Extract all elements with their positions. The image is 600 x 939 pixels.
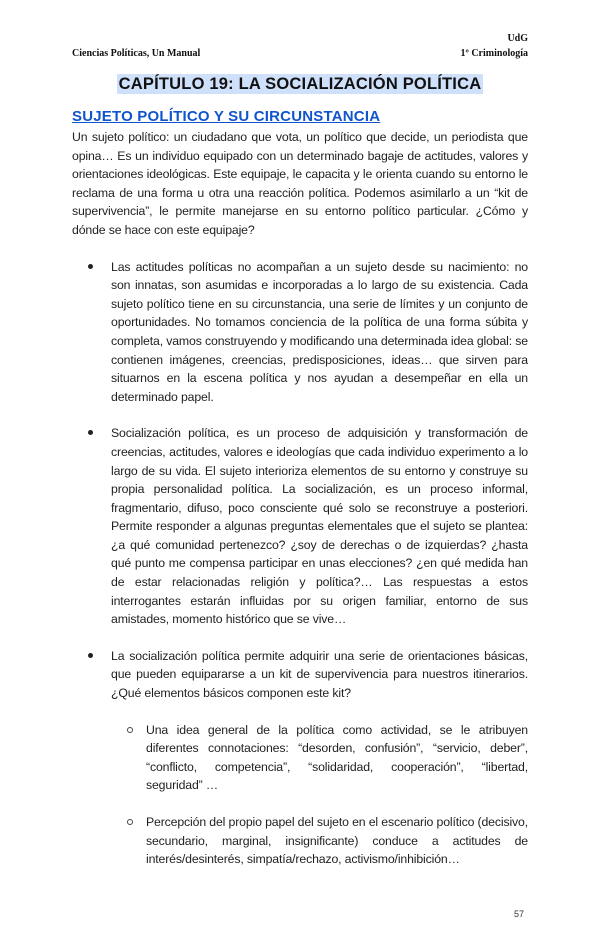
bullet-item: Socialización política, es un proceso de adquisición y transformación de creencias, actitudes, valores e ideologías que cada individuo experimento a lo largo de su vida. El sujeto interioriza elementos de su entorno y construye su propia personalidad política. La socialización, es un proceso informal, fragmentario, difuso, poco consciente qué solo se reconstruye a posteriori. Permite responder a algunas preguntas elementales que el sujeto se plantea: ¿a qué comunidad pertenezco? ¿soy de derechas o de izquierdas? ¿hasta qué punto me compensa participar en unas elecciones? ¿en qué medida han de estar relacionadas religión y política?… Las respuestas a estos interrogantes estarán influidas por su origen familiar, entorno de sus amistades, momento histórico que se vive… (111, 426, 528, 627)
header-right-institution: UdG (507, 33, 528, 44)
sub-bullet-item: Percepción del propio papel del sujeto en el escenario político (decisivo, secundario, marginal, insignificante) conduce a actitudes de interés/desinterés, simpatía/rechazo, activismo/inhibición… (146, 815, 528, 867)
bullet-list-item (111, 258, 528, 407)
sub-bullet-list-item (146, 721, 528, 795)
bullet-icon (88, 653, 93, 658)
page-number: 57 (513, 908, 524, 919)
header-right-course: 1º Criminología (460, 48, 528, 59)
chapter-title (72, 75, 528, 94)
bullet-list-item (111, 424, 528, 629)
sub-bullet-item: Una idea general de la política como actividad, se le atribuyen diferentes connotaciones: “desorden, confusión”, “servicio, deber”, “conflicto, competencia”, “solidaridad, cooperación”, “libertad, seguridad” … (146, 722, 528, 793)
bullet-list-item (111, 647, 528, 703)
bullet-item: Las actitudes políticas no acompañan a un sujeto desde su nacimiento: no son innatas, son asumidas e incorporadas a lo largo de su existencia. Cada sujeto político tiene en su circunstancia, una serie de límites y un conjunto de oportunidades. No tomamos conciencia de la política de una forma súbita y completa, vamos construyendo y modificando una determinada idea global: se contienen imágenes, creencias, predisposiciones, ideas… que sirven para situarnos en la escena política y nos ayudan a desempeñar en ella un determinado papel. (111, 259, 528, 404)
intro-paragraph: Un sujeto político: un ciudadano que vota, un político que decide, un periodista que opina… Es un individuo equipado con un determinado bagaje de actitudes, valores y orientaciones ideológicas. Este equipaje, le capacita y le orienta cuando su entorno le reclama de una forma u otra una reacción política. Podemos asimilarlo a un “kit de supervivencia”, le permite manejarse en su entorno político particular. ¿Cómo y dónde se hace con este equipaje? (72, 130, 528, 237)
sub-bullet-icon (127, 727, 133, 733)
sub-bullet-list-item (146, 813, 528, 869)
sub-bullet-icon (127, 819, 133, 825)
bullet-item: La socialización política permite adquirir una serie de orientaciones básicas, que pueden equipararse a un kit de supervivencia para nuestros itinerarios. ¿Qué elementos básicos componen este kit? (111, 648, 528, 701)
bullet-icon (88, 264, 93, 269)
header-left: Ciencias Políticas, Un Manual (72, 48, 201, 59)
bullet-icon (88, 430, 93, 435)
section-heading: SUJETO POLÍTICO Y SU CIRCUNSTANCIA (72, 108, 381, 125)
chapter-title-text: CAPÍTULO 19: LA SOCIALIZACIÓN POLÍTICA (118, 75, 482, 93)
